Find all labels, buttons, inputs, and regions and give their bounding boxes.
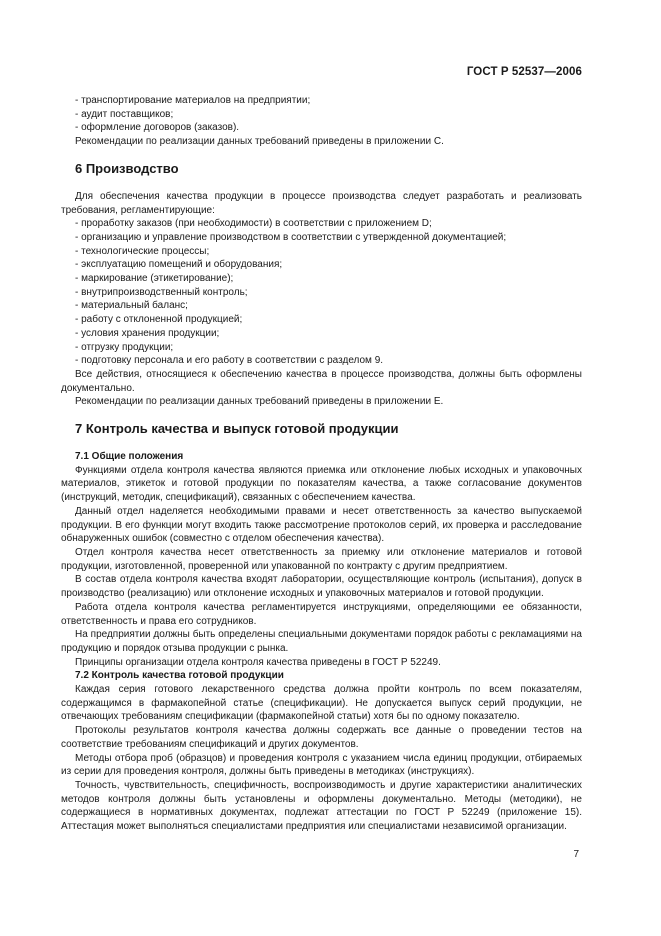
paragraph: Функциями отдела контроля качества являются приемка или отклонение любых исходных и упаковочных материалов, этикеток и готовой продукции по показателям качества, а также согласование документов (инструкций, методик, спецификаций), связанных с обеспечением качества. [61, 464, 582, 504]
paragraph: Протоколы результатов контроля качества должны содержать все данные о проведении тестов на соответствие требованиям спецификаций и других документов. [61, 725, 582, 750]
list-item: - маркирование (этикетирование); [75, 273, 234, 285]
document-body [61, 94, 582, 834]
subsection-7-2-heading: 7.2 Контроль качества готовой продукции [75, 670, 284, 682]
list-item: - материальный баланс; [75, 300, 188, 312]
paragraph: Рекомендации по реализации данных требований приведены в приложении Е. [75, 396, 444, 408]
paragraph: Работа отдела контроля качества регламентируется инструкциями, определяющими ее обязанности, ответственность и права его сотрудников. [61, 601, 582, 627]
list-item: - оформление договоров (заказов). [75, 122, 240, 134]
subsection-7-1-heading: 7.1 Общие положения [75, 451, 184, 463]
paragraph: В состав отдела контроля качества входят лаборатории, осуществляющие контроль (испытания), допуск в производство (реализацию) или отклонение исходных и упаковочных материалов и готовой продукции. [61, 574, 582, 600]
page-number: 7 [573, 849, 579, 860]
paragraph: Все действия, относящиеся к обеспечению качества в процессе производства, должны быть оформлены документально. [61, 368, 582, 394]
list-item: - условия хранения продукции; [75, 327, 220, 339]
paragraph: На предприятии должны быть определены специальными документами порядок работы с рекламациями на продукцию и порядок отзыва продукции с рынка. [61, 629, 582, 654]
list-item: - подготовку персонала и его работу в соответствии с разделом 9. [75, 355, 384, 367]
list-item: - аудит поставщиков; [75, 108, 174, 120]
list-item: - проработку заказов (при необходимости) в соответствии с приложением D; [75, 218, 432, 230]
paragraph: Методы отбора проб (образцов) и проведения контроля с указанием числа единиц продукции, отбираемых из серии для проведения контроля, должны быть приведены в методиках (инструкциях). [61, 752, 582, 778]
list-item: - организацию и управление производством в соответствии с утвержденной документацией; [75, 231, 507, 243]
list-item: - эксплуатацию помещений и оборудования; [75, 259, 283, 271]
list-item: - транспортирование материалов на предприятии; [75, 95, 311, 106]
paragraph: Каждая серия готового лекарственного средства должна пройти контроль по всем показателям, содержащимся в фармакопейной статье (спецификации). Не допускается выпуск серий продукции, не отвечающих требованиям спецификации (фармакопейной статьи) хотя бы по одному показателю. [61, 684, 582, 723]
list-item: - технологические процессы; [75, 245, 210, 257]
paragraph: Данный отдел наделяется необходимыми правами и несет ответственность за качество выпускаемой продукции. В его функции могут входить также рассмотрение протоколов серий, их проверка и расследование обнаруженных ошибок (совместно с отделом обеспечения качества). [61, 505, 582, 545]
section-7-heading: 7 Контроль качества и выпуск готовой продукции [75, 421, 399, 437]
paragraph: Принципы организации отдела контроля качества приведены в ГОСТ Р 52249. [75, 656, 441, 668]
list-item: - внутрипроизводственный контроль; [75, 286, 248, 298]
paragraph: Точность, чувствительность, специфичность, воспроизводимость и другие характеристики аналитических методов контроля должны быть установлены и оформлены документально. Методы (методики), не содержащиеся в нормативных документах, подлежат аттестации по ГОСТ Р 52249 (приложение 15). Аттестация может выполняться специалистами предприятия или специалистами независимой организации. [61, 779, 582, 833]
paragraph: Для обеспечения качества продукции в процессе производства следует разработать и реализовать требования, регламентирующие: [61, 190, 582, 216]
list-item: - отгрузку продукции; [75, 341, 174, 353]
list-item: - работу с отклоненной продукцией; [75, 314, 243, 326]
section-6-heading: 6 Производство [75, 160, 179, 176]
paragraph: Рекомендации по реализации данных требований приведены в приложении С. [75, 136, 444, 148]
paragraph: Отдел контроля качества несет ответственность за приемку или отклонение материалов и готовой продукции, изготовленной, проверенной или упакованной по контракту с другим предприятием. [61, 546, 582, 572]
document-code-header: ГОСТ Р 52537—2006 [466, 66, 582, 78]
